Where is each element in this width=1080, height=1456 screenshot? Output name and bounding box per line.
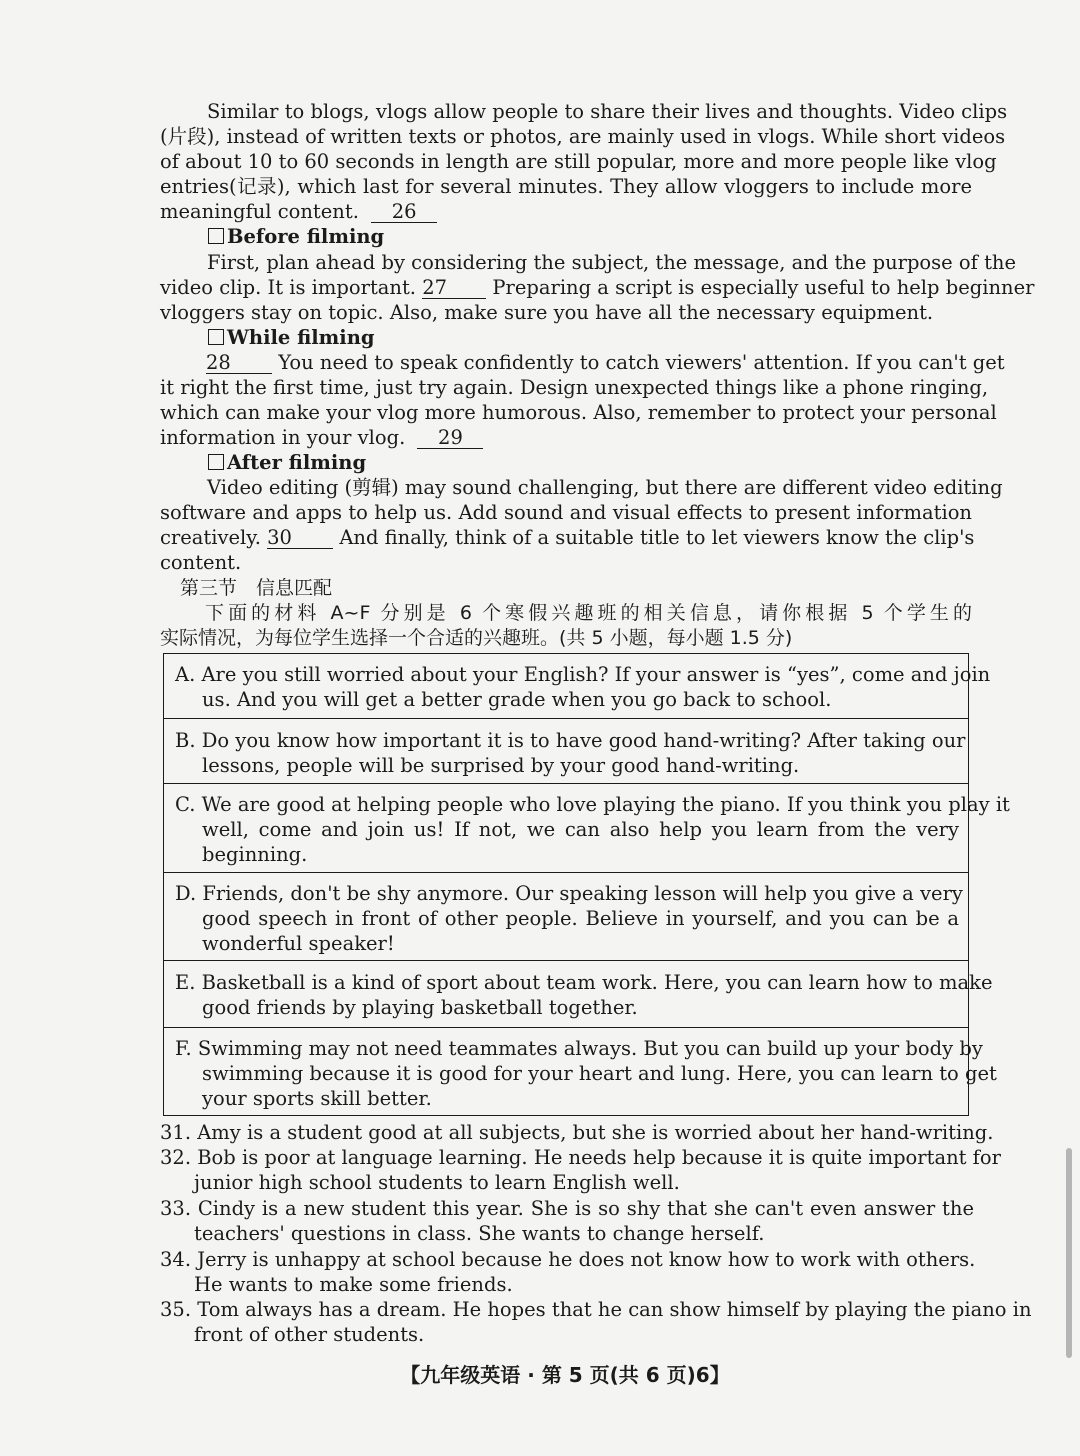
passage-text: video clip. It is important.	[160, 276, 416, 299]
question-32-cont: junior high school students to learn English well.	[194, 1171, 680, 1194]
option-a	[163, 653, 991, 719]
option-line: wonderful speaker!	[202, 932, 395, 955]
option-line: lessons, people will be surprised by your good hand-writing.	[202, 754, 800, 777]
passage-line: it right the first time, just try again. Design unexpected things like a phone ringing,	[160, 376, 989, 399]
checkbox-icon	[208, 329, 224, 345]
option-e	[163, 960, 993, 1028]
passage-line: First, plan ahead by considering the subject, the message, and the purpose of the	[207, 251, 1017, 274]
option-line: B. Do you know how important it is to have good hand-writing? After taking our	[175, 729, 966, 752]
option-line: D. Friends, don't be shy anymore. Our speaking lesson will help you give a very	[175, 882, 963, 905]
option-line: us. And you will get a better grade when you go back to school.	[202, 688, 832, 711]
passage-line: vloggers stay on topic. Also, make sure you have all the necessary equipment.	[160, 301, 934, 324]
option-f	[163, 1027, 997, 1116]
question-35-cont: front of other students.	[194, 1323, 425, 1346]
blank-26: 26	[371, 202, 437, 223]
instruction-line: 下面的材料 A~F 分别是 6 个寒假兴趣班的相关信息，请你根据 5 个学生的	[205, 602, 972, 624]
passage-line: Video editing (剪辑) may sound challenging, but there are different video editing	[207, 476, 1003, 499]
passage-line: which can make your vlog more humorous. Also, remember to protect your personal	[160, 401, 997, 424]
passage-line: entries(记录), which last for several minutes. They allow vloggers to include more	[160, 175, 972, 198]
section-heading-after	[208, 450, 366, 475]
passage-text: And finally, think of a suitable title to let viewers know the clip's	[339, 526, 975, 549]
option-line: good friends by playing basketball together.	[202, 996, 638, 1019]
blank-30: 30	[267, 528, 333, 549]
passage-line	[160, 425, 483, 450]
scrollbar[interactable]	[1066, 1148, 1072, 1358]
passage-line	[160, 199, 437, 224]
blank-29: 29	[417, 428, 483, 449]
option-line: beginning.	[202, 843, 308, 866]
option-d	[163, 872, 969, 961]
heading-text: Before filming	[227, 225, 385, 248]
option-line: C. We are good at helping people who love playing the piano. If you think you play it	[175, 793, 1010, 816]
option-line: your sports skill better.	[202, 1087, 432, 1110]
passage-line	[160, 275, 1035, 300]
checkbox-icon	[208, 228, 224, 244]
passage-line: content.	[160, 551, 242, 574]
passage-line: (片段), instead of written texts or photos, are mainly used in vlogs. While short videos	[160, 125, 1006, 148]
instruction-line: 实际情况，为每位学生选择一个合适的兴趣班。(共 5 小题，每小题 1.5 分)	[160, 627, 793, 649]
question-34: 34. Jerry is unhappy at school because he does not know how to work with others.	[160, 1248, 976, 1271]
question-33-cont: teachers' questions in class. She wants to change herself.	[194, 1222, 765, 1245]
question-35: 35. Tom always has a dream. He hopes that he can show himself by playing the piano in	[160, 1298, 1032, 1321]
question-32: 32. Bob is poor at language learning. He needs help because it is quite important for	[160, 1146, 1001, 1169]
passage-text: You need to speak confidently to catch viewers' attention. If you can't get	[278, 351, 1005, 374]
section-heading-while	[208, 325, 375, 350]
blank-28: 28	[206, 353, 272, 374]
passage-text: creatively.	[160, 526, 261, 549]
heading-text: After filming	[227, 451, 367, 474]
blank-27: 27	[422, 278, 486, 299]
option-b	[163, 718, 969, 784]
question-34-cont: He wants to make some friends.	[194, 1273, 513, 1296]
section-title: 第三节 信息匹配	[180, 577, 333, 599]
question-31: 31. Amy is a student good at all subjects, but she is worried about her hand-writing.	[160, 1121, 994, 1144]
passage-line: Similar to blogs, vlogs allow people to share their lives and thoughts. Video clips	[207, 100, 1008, 123]
checkbox-icon	[208, 454, 224, 470]
passage-text: information in your vlog.	[160, 426, 406, 449]
page-footer: 【九年级英语 · 第 5 页(共 6 页)6】	[400, 1363, 730, 1387]
option-c	[163, 783, 1010, 873]
passage-line: of about 10 to 60 seconds in length are still popular, more and more people like vlog	[160, 150, 997, 173]
passage-text: Preparing a script is especially useful to help beginner	[492, 276, 1035, 299]
option-line: swimming because it is good for your heart and lung. Here, you can learn to get	[202, 1062, 997, 1085]
option-line: F. Swimming may not need teammates always. But you can build up your body by	[175, 1037, 983, 1060]
section-heading-before	[208, 224, 384, 249]
option-line: E. Basketball is a kind of sport about team work. Here, you can learn how to make	[175, 971, 993, 994]
option-line: good speech in front of other people. Believe in yourself, and you can be a	[202, 907, 959, 930]
option-line: well, come and join us! If not, we can also help you learn from the very	[202, 818, 959, 841]
passage-line	[206, 350, 1005, 375]
passage-line: software and apps to help us. Add sound and visual effects to present information	[160, 501, 972, 524]
passage-line	[160, 525, 975, 550]
passage-text: meaningful content.	[160, 200, 359, 223]
question-33: 33. Cindy is a new student this year. She is so shy that she can't even answer the	[160, 1197, 974, 1220]
heading-text: While filming	[227, 326, 375, 349]
option-line: A. Are you still worried about your English? If your answer is “yes”, come and join	[175, 663, 991, 686]
